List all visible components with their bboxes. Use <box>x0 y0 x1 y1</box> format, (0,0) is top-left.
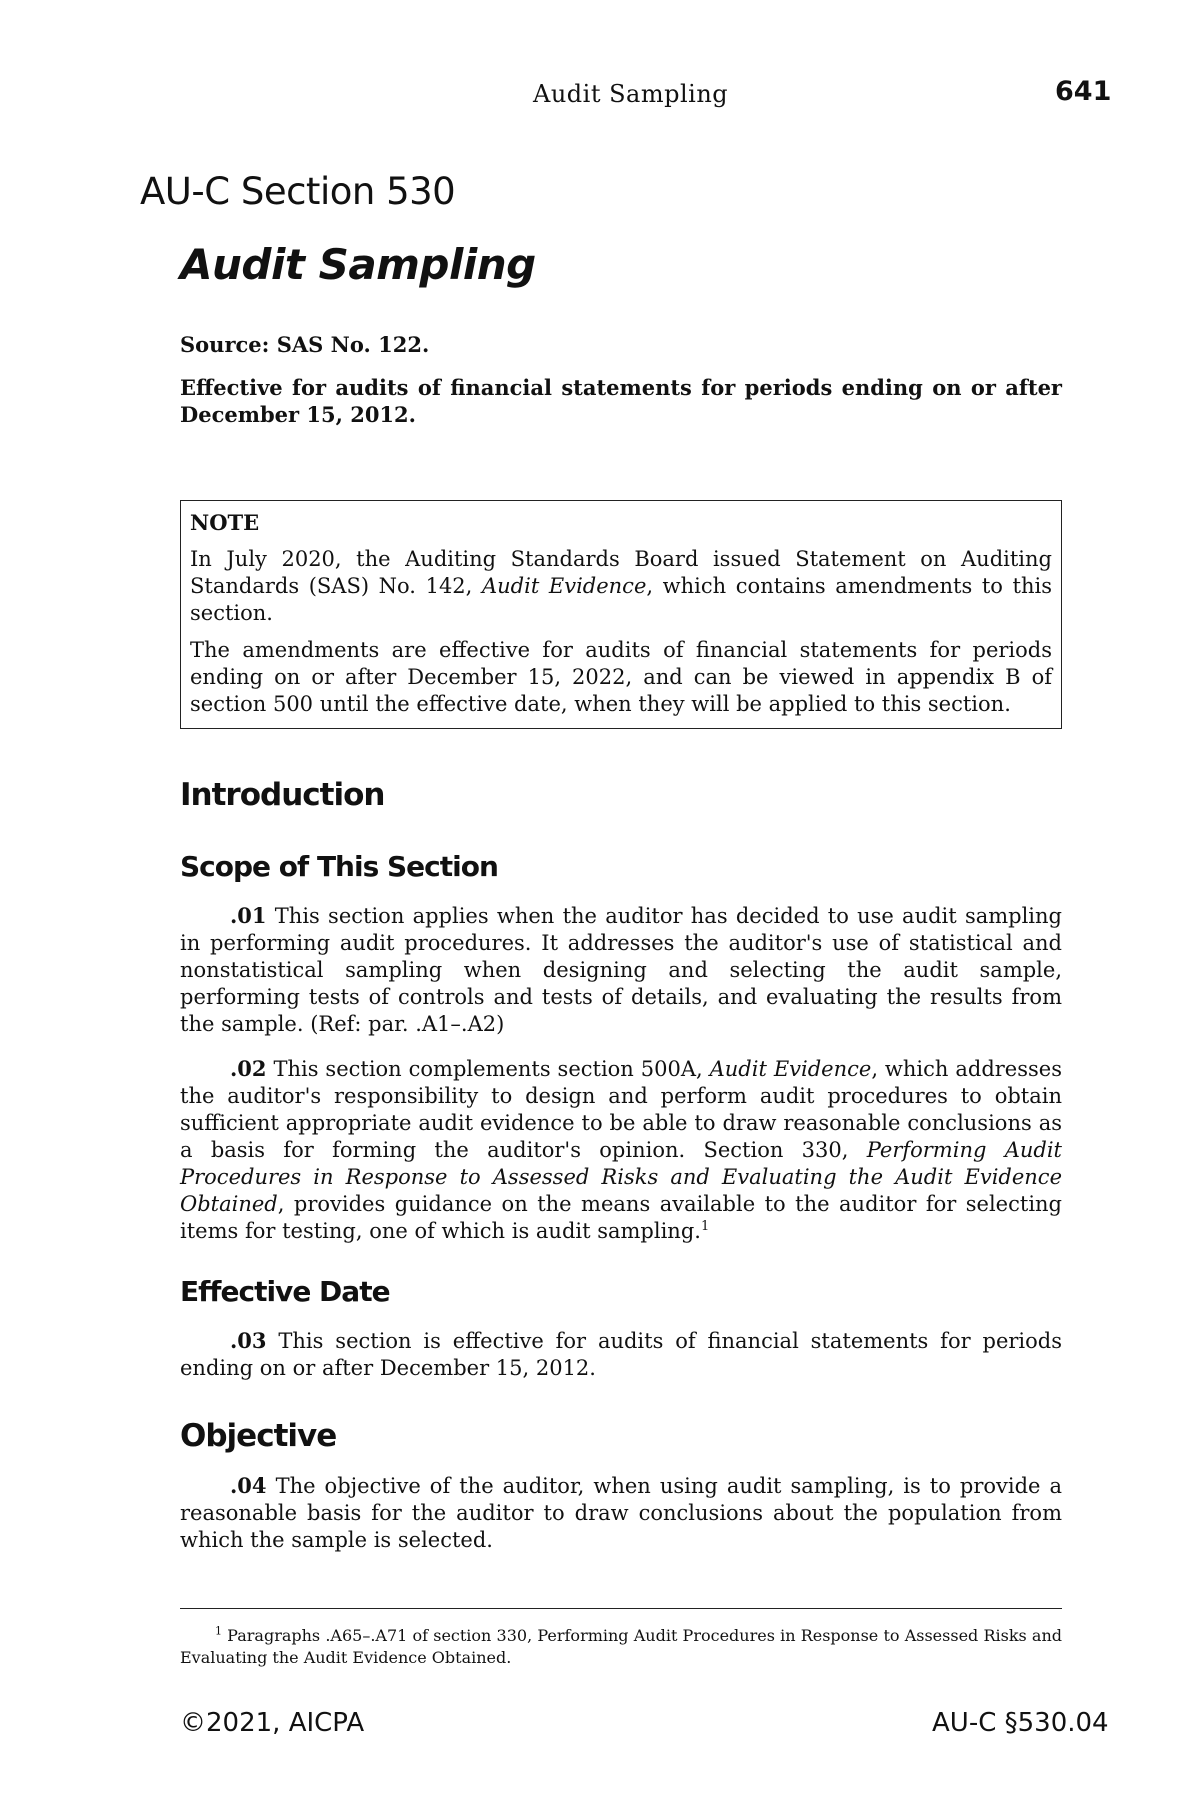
page-number: 641 <box>1055 76 1112 107</box>
paragraph-text: , which addresses the auditor's responsibility to design and perform audit procedures to obtain sufficient appropriate audit evidence to be able to draw reasonable conclusions as a basis for forming the auditor's opinion. Section 330, <box>180 1057 1062 1162</box>
note-paragraph-1 <box>190 546 1052 627</box>
paragraph-number: .03 <box>230 1328 267 1353</box>
footnote-text: Paragraphs .A65–.A71 of section 330, Performing Audit Procedures in Response to Assessed Risks and Evaluating the Audit Evidence Obtained. <box>180 1626 1062 1667</box>
paragraph-text: This section complements section 500A, <box>266 1057 710 1081</box>
note-text: , which contains amendments to this section. <box>190 574 1052 625</box>
heading-introduction: Introduction <box>180 777 385 813</box>
heading-effective-date: Effective Date <box>180 1275 390 1308</box>
note-paragraph-2: The amendments are effective for audits of financial statements for periods ending on or after December 15, 2022, and can be viewed in appendix B of section 500 until the effective date, when they will be applied to this section. <box>190 638 1052 716</box>
note-italic-title: Audit Evidence <box>481 574 647 598</box>
heading-objective: Objective <box>180 1418 337 1454</box>
footnote-divider <box>180 1608 1062 1609</box>
section-title: Audit Sampling <box>180 240 536 289</box>
effective-statement: Effective for audits of financial statements for periods ending on or after December 15, 2012. <box>180 375 1062 427</box>
paragraph-text: This section is effective for audits of financial statements for periods ending on or after December 15, 2012. <box>180 1329 1062 1380</box>
source-line: Source: SAS No. 122. <box>180 332 430 357</box>
running-title: Audit Sampling <box>533 80 729 108</box>
paragraph-03 <box>180 1327 1062 1382</box>
note-title: NOTE <box>190 510 260 535</box>
paragraph-text: The objective of the auditor, when using audit sampling, is to provide a reasonable basis for the auditor to draw conclusions about the population from which the sample is selected. <box>180 1474 1062 1552</box>
paragraph-04 <box>180 1472 1062 1554</box>
paragraph-number: .02 <box>230 1056 267 1081</box>
heading-scope: Scope of This Section <box>180 850 498 883</box>
section-number: AU-C Section 530 <box>140 170 456 213</box>
section-reference-footer: AU-C §530.04 <box>932 1708 1109 1738</box>
note-box <box>180 500 1062 729</box>
paragraph-number: .04 <box>230 1473 267 1498</box>
paragraph-number: .01 <box>230 903 267 928</box>
paragraph-01 <box>180 902 1062 1038</box>
footnote <box>180 1625 1062 1669</box>
copyright-footer: ©2021, AICPA <box>180 1708 365 1738</box>
note-text: In July 2020, the Auditing Standards Board issued Statement on Auditing Standards (SAS) No. 142, <box>190 547 1052 598</box>
cited-title: Performing Audit Procedures in Response to Assessed Risks and Evaluating the Audit Evidence Obtained <box>180 1138 1062 1216</box>
cited-title: Audit Evidence <box>709 1057 872 1081</box>
paragraph-02 <box>180 1055 1062 1245</box>
paragraph-text: This section applies when the auditor has decided to use audit sampling in performing audit procedures. It addresses the auditor's use of statistical and nonstatistical sampling when designing and selecting the audit sample, performing tests of controls and tests of details, and evaluating the results from the sample. (Ref: par. .A1–.A2) <box>180 904 1062 1036</box>
footnote-reference: 1 <box>700 1219 710 1234</box>
footnote-marker: 1 <box>215 1624 222 1638</box>
paragraph-text: , provides guidance on the means available to the auditor for selecting items for testing, one of which is audit sampling. <box>180 1192 1062 1243</box>
